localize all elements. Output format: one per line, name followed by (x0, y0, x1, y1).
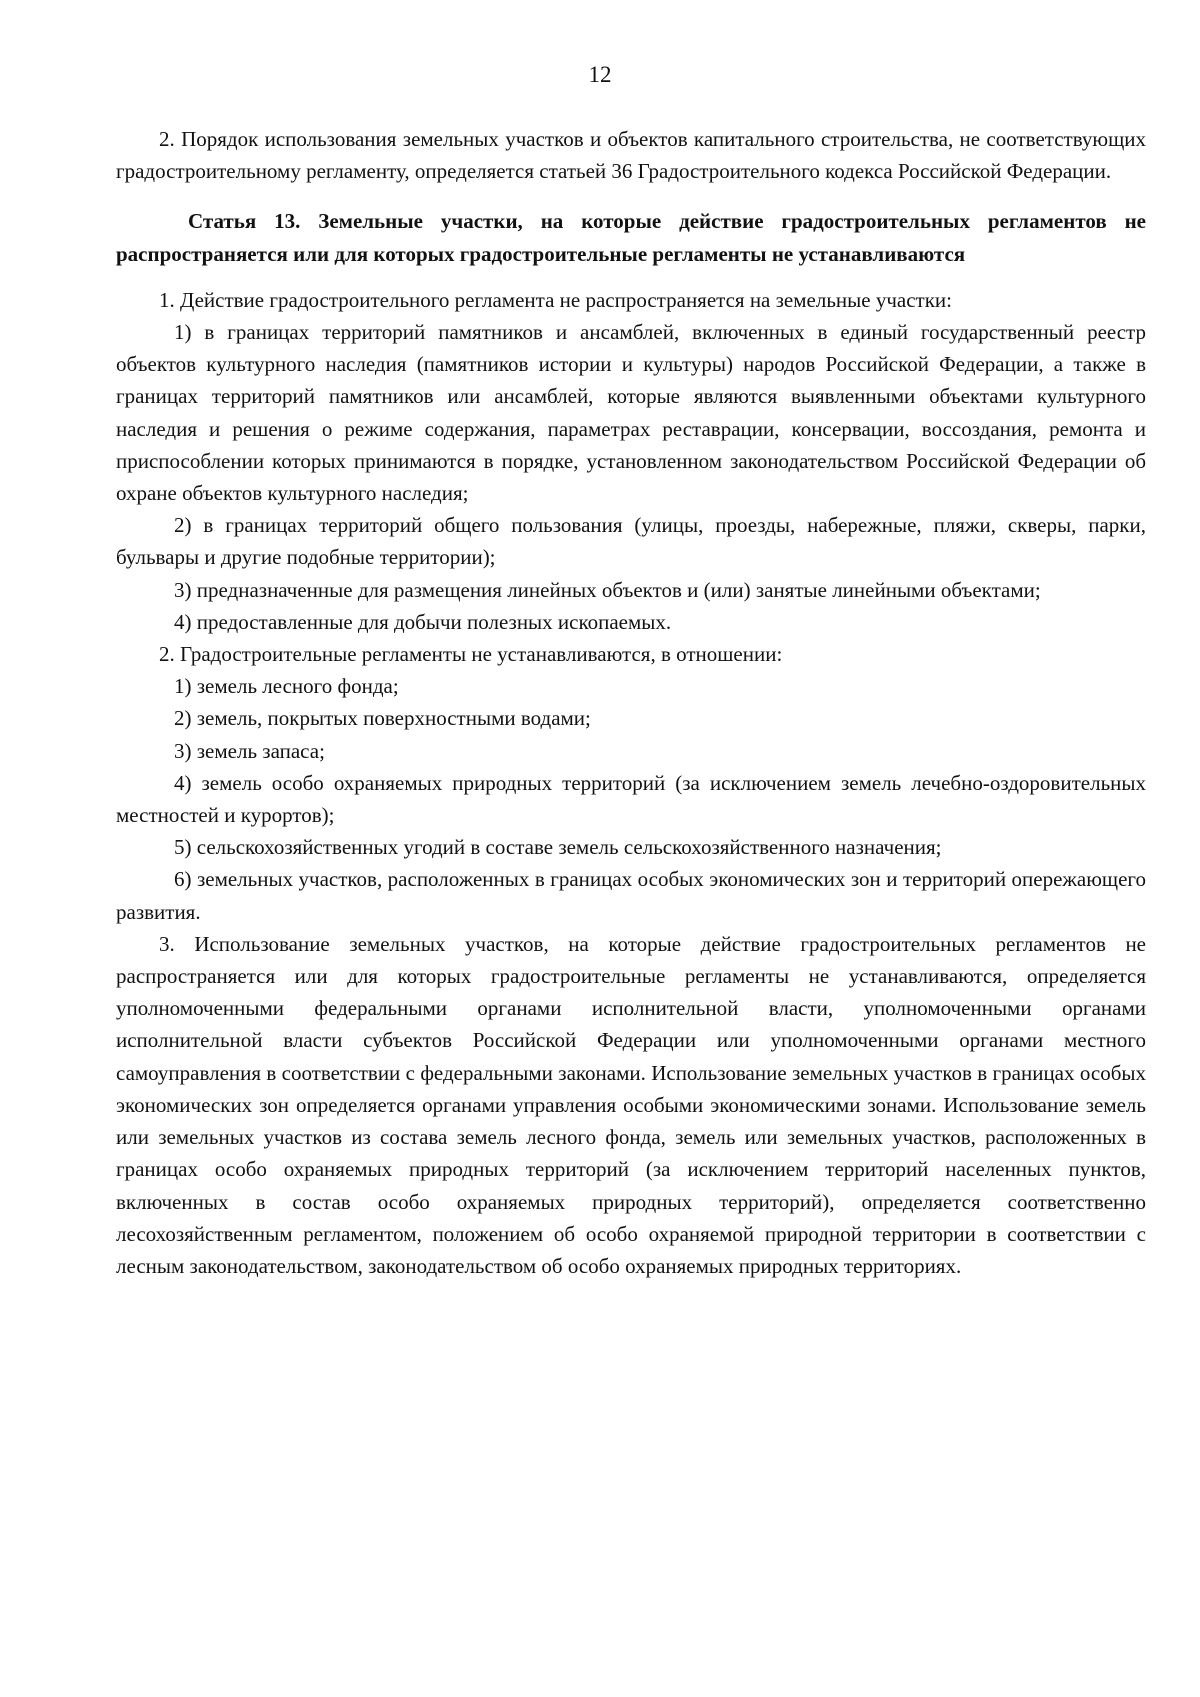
section-2-item-1: 1) земель лесного фонда; (174, 674, 399, 699)
section-2-item-6: 6) земельных участков, расположенных в границах особых экономических зон и территорий опережающего развития. (116, 867, 1146, 924)
section-2-item-3: 3) земель запаса; (174, 738, 325, 763)
section-1-item-1: 1) в границах территорий памятников и ансамблей, включенных в единый государственный реестр объектов культурного наследия (памятников истории и культуры) народов Российской Федерации, а также в границах территорий памятников или ансамблей, которые являются выявленными объектами культурного наследия и решения о режиме содержания, параметрах реставрации, консервации, воссоздания, ремонта и приспособлении которых принимаются в порядке, установленном законодательством Российской Федерации об охране объектов культурного наследия; (116, 320, 1146, 506)
article-13-heading: Статья 13. Земельные участки, на которые действие градостроительных регламентов не распространяется или для которых градостроительные регламенты не устанавливаются (116, 209, 1146, 266)
section-2-intro: 2. Градостроительные регламенты не устанавливаются, в отношении: (159, 642, 783, 667)
section-1-item-2: 2) в границах территорий общего пользования (улицы, проезды, набережные, пляжи, скверы, парки, бульвары и другие подобные территории); (116, 513, 1146, 570)
section-3-paragraph: 3. Использование земельных участков, на которые действие градостроительных регламентов не распространяется или для которых градостроительные регламенты не устанавливаются, определяется уполномоченными федеральными органами исполнительной власти, уполномоченными органами исполнительной власти субъектов Российской Федерации или уполномоченными органами местного самоуправления в соответствии с федеральными законами. Использование земельных участков в границах особых экономических зон определяется органами управления особыми экономическими зонами. Использование земель или земельных участков из состава земель лесного фонда, земель или земельных участков, расположенных в границах особо охраняемых природных территорий (за исключением территорий населенных пунктов, включенных в состав особо охраняемых природных территорий), определяется соответственно лесохозяйственным регламентом, положением об особо охраняемой природной территории в соответствии с лесным законодательством, законодательством об особо охраняемых природных территориях. (116, 931, 1146, 1278)
section-2-item-4: 4) земель особо охраняемых природных территорий (за исключением земель лечебно-оздоровительных местностей и курортов); (116, 770, 1146, 828)
page-number: 12 (588, 62, 612, 87)
section-2-item-5: 5) сельскохозяйственных угодий в составе земель сельскохозяйственного назначения; (174, 835, 942, 860)
paragraph-art12-2: 2. Порядок использования земельных участков и объектов капитального строительства, не соответствующих градостроительному регламенту, определяется статьей 36 Градостроительного кодекса Российской Федерации. (116, 127, 1146, 184)
section-1-intro: 1. Действие градостроительного регламента не распространяется на земельные участки: (159, 287, 952, 312)
section-1-item-4: 4) предоставленные для добычи полезных ископаемых. (174, 609, 672, 634)
document-body (116, 123, 1146, 1282)
section-2-item-2: 2) земель, покрытых поверхностными водами; (174, 706, 591, 731)
section-1-item-3: 3) предназначенные для размещения линейных объектов и (или) занятые линейными объектами; (174, 577, 1041, 602)
